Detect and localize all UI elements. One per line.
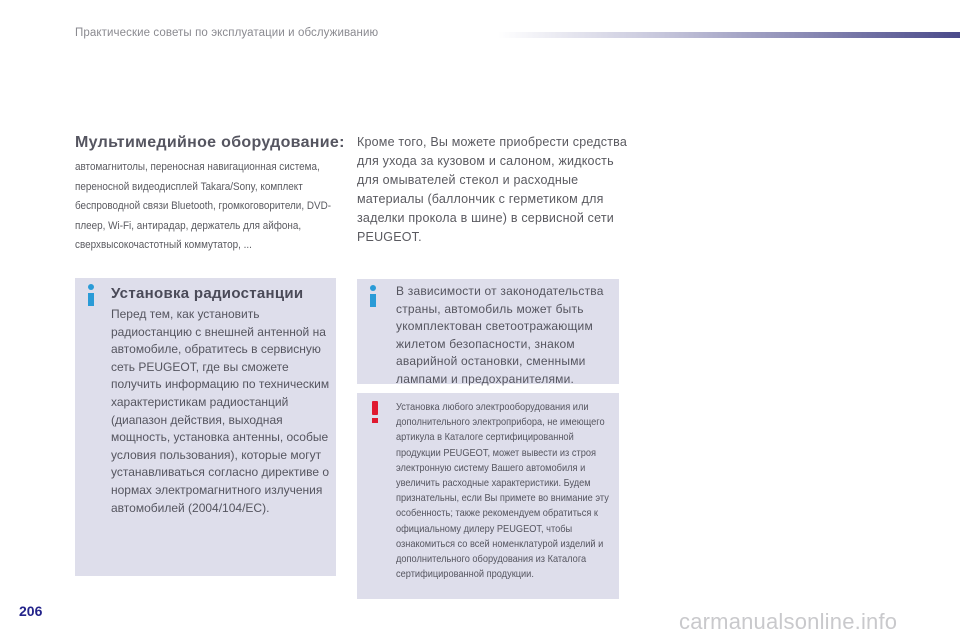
info-icon	[366, 285, 380, 307]
accessories-intro-text: Кроме того, Вы можете приобрести средства для ухода за кузовом и салоном, жидкость для омывателей стекол и расходные материалы (баллончик с герметиком для заделки прокола в шине) в сервисной сети PEUGEOT.	[357, 135, 627, 244]
multimedia-heading: Мультимедийное оборудование:	[75, 134, 345, 151]
radio-installation-heading: Установка радиостанции	[111, 285, 304, 302]
watermark: carmanualsonline.info	[679, 609, 898, 634]
page-number: 206	[19, 603, 43, 619]
header-gradient-bar	[498, 32, 960, 38]
legislation-text: В зависимости от законодательства страны, автомобиль может быть укомплектован светоотражающим жилетом безопасности, знаком аварийной остановки, сменными лампами и предохранителями.	[396, 284, 604, 386]
multimedia-description: автомагнитолы, переносная навигационная система, переносной видеодисплей Takara/Sony, комплект беспроводной связи Bluetooth, громкоговорители, DVD-плеер, Wi-Fi, антирадар, держатель для айфона, сверхвысокочастотный коммутатор, ...	[75, 161, 332, 251]
info-icon	[84, 284, 98, 306]
warning-icon	[370, 401, 380, 423]
radio-installation-text: Перед тем, как установить радиостанцию с внешней антенной на автомобиле, обратитесь в сервисную сеть PEUGEOT, где вы сможете получить информацию по техническим характеристикам радиостанций (диапазон действия, выходная мощность, установка антенны, особые условия пользования), которые могут устанавливаться согласно директиве о нормах электромагнитного излучения автомобилей (2004/104/ЕС).	[111, 307, 330, 515]
warning-text: Установка любого электрооборудования или дополнительного электроприбора, не имеющего артикула в Каталоге сертифицированной продукции PEUGEOT, может вывести из строя электронную систему Вашего автомобиля и увеличить расходные характеристики. Будем признательны, если Вы примете во внимание эту особенность; также рекомендуем обратиться к официальному дилеру PEUGEOT, чтобы ознакомиться со всей номенклатурой изделий и дополнительного оборудования из Каталога сертифицированной продукции.	[396, 401, 609, 581]
page-header-title: Практические советы по эксплуатации и обслуживанию	[75, 27, 379, 39]
